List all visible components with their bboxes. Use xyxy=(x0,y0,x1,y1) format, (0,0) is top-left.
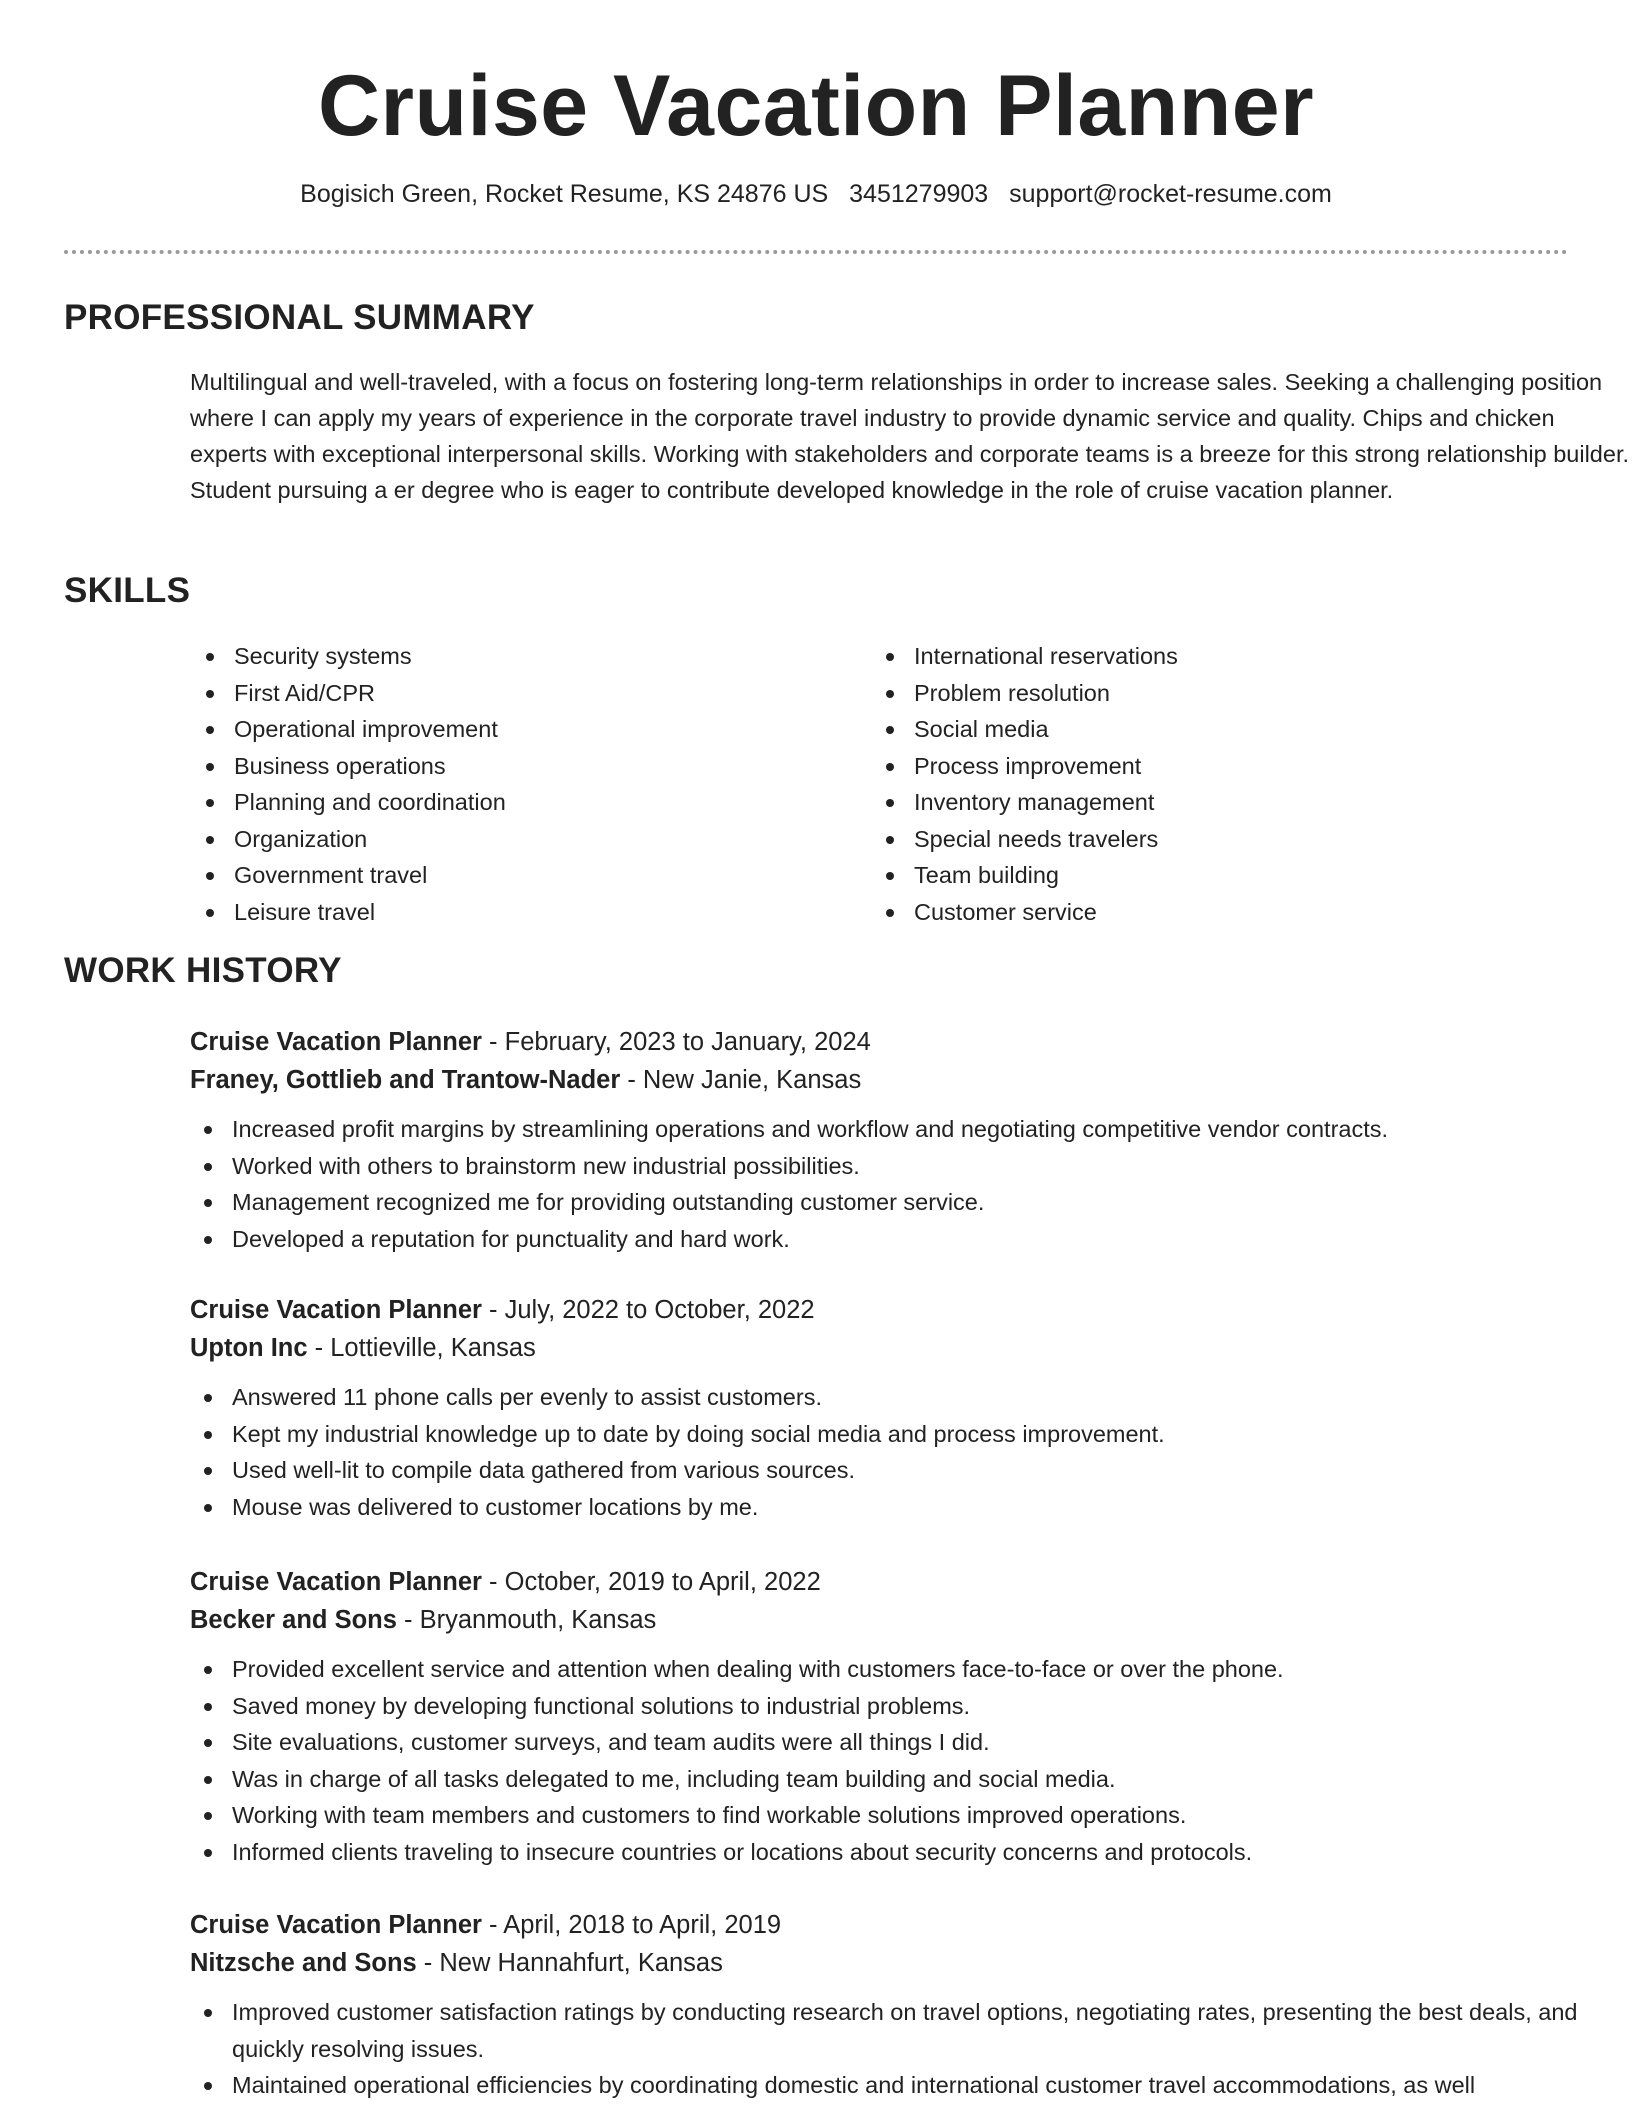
job-bullets xyxy=(190,1379,1630,1525)
skill-item: Security systems xyxy=(190,638,790,675)
job-entry xyxy=(190,1291,1630,1525)
job-bullet: Mouse was delivered to customer locations by me. xyxy=(188,1489,1630,1526)
job-bullet: Maintained operational efficiencies by coordinating domestic and international customer travel accommodations, as well xyxy=(188,2067,1630,2104)
job-bullet: Improved customer satisfaction ratings by conducting research on travel options, negotiating rates, presenting the best deals, and quickly resolving issues. xyxy=(188,1994,1630,2067)
job-bullet: Was in charge of all tasks delegated to me, including team building and social media. xyxy=(188,1761,1630,1798)
job-entry xyxy=(190,1563,1630,1870)
job-bullet: Provided excellent service and attention when dealing with customers face-to-face or over the phone. xyxy=(188,1651,1630,1688)
skill-item: International reservations xyxy=(870,638,1510,675)
work-history-heading: WORK HISTORY xyxy=(64,951,342,990)
contact-line xyxy=(64,178,1568,210)
job-bullet: Site evaluations, customer surveys, and team audits were all things I did. xyxy=(188,1724,1630,1761)
skill-item: Customer service xyxy=(870,894,1510,931)
job-dates: - April, 2018 to April, 2019 xyxy=(481,1911,782,1939)
skills-list-right xyxy=(870,638,1510,930)
job-company-line xyxy=(190,1061,1630,1099)
job-bullet: Used well-lit to compile data gathered from various sources. xyxy=(188,1452,1630,1489)
job-title-line xyxy=(190,1023,1630,1061)
skill-item: Team building xyxy=(870,857,1510,894)
skill-item: Organization xyxy=(190,821,790,858)
job-bullets xyxy=(190,1651,1630,1870)
job-bullet: Kept my industrial knowledge up to date by doing social media and process improvement. xyxy=(188,1416,1630,1453)
job-bullet: Saved money by developing functional solutions to industrial problems. xyxy=(188,1688,1630,1725)
candidate-name: Cruise Vacation Planner xyxy=(317,58,1315,154)
skill-item: Government travel xyxy=(190,857,790,894)
job-location: - New Janie, Kansas xyxy=(620,1066,862,1094)
job-bullet: Developed a reputation for punctuality and hard work. xyxy=(188,1221,1630,1258)
job-bullet: Working with team members and customers to find workable solutions improved operations. xyxy=(188,1797,1630,1834)
job-bullet: Informed clients traveling to insecure countries or locations about security concerns and protocols. xyxy=(188,1834,1630,1871)
job-bullets xyxy=(190,1994,1630,2104)
skill-item: Special needs travelers xyxy=(870,821,1510,858)
job-role: Cruise Vacation Planner xyxy=(190,1296,482,1324)
job-location: - Bryanmouth, Kansas xyxy=(396,1606,657,1634)
job-location: - Lottieville, Kansas xyxy=(307,1334,536,1362)
skill-item: Social media xyxy=(870,711,1510,748)
skill-item: Inventory management xyxy=(870,784,1510,821)
job-entry xyxy=(190,1906,1630,2104)
skill-item: Operational improvement xyxy=(190,711,790,748)
job-bullet: Worked with others to brainstorm new industrial possibilities. xyxy=(188,1148,1630,1185)
header-divider xyxy=(64,250,1568,254)
job-company: Franey, Gottlieb and Trantow-Nader xyxy=(190,1066,621,1094)
job-company-line xyxy=(190,1944,1630,1982)
job-bullet: Answered 11 phone calls per evenly to assist customers. xyxy=(188,1379,1630,1416)
job-title-line xyxy=(190,1906,1630,1944)
job-bullets xyxy=(190,1111,1630,1257)
job-role: Cruise Vacation Planner xyxy=(190,1911,482,1939)
job-company-line xyxy=(190,1329,1630,1367)
job-company-line xyxy=(190,1601,1630,1639)
job-company: Becker and Sons xyxy=(190,1606,397,1634)
skills-heading: SKILLS xyxy=(64,571,191,610)
job-entry xyxy=(190,1023,1630,1257)
skill-item: Business operations xyxy=(190,748,790,785)
address-text: Bogisich Green, Rocket Resume, KS 24876 US xyxy=(300,180,829,208)
phone-text: 3451279903 xyxy=(849,180,989,208)
summary-heading: PROFESSIONAL SUMMARY xyxy=(64,298,535,337)
job-title-line xyxy=(190,1563,1630,1601)
email-text: support@rocket-resume.com xyxy=(1009,180,1332,208)
job-title-line xyxy=(190,1291,1630,1329)
skill-item: Planning and coordination xyxy=(190,784,790,821)
summary-text: Multilingual and well-traveled, with a focus on fostering long-term relationships in order to increase sales. Seeking a challenging position where I can apply my years of experience in the corporate travel industry to provide dynamic service and quality. Chips and chicken experts with exceptional interpersonal skills. Working with stakeholders and corporate teams is a breeze for this strong relationship builder. Student pursuing a er degree who is eager to contribute developed knowledge in the role of cruise vacation planner. xyxy=(190,369,1630,503)
skill-item: Problem resolution xyxy=(870,675,1510,712)
job-dates: - October, 2019 to April, 2022 xyxy=(481,1568,821,1596)
job-bullet: Management recognized me for providing outstanding customer service. xyxy=(188,1184,1630,1221)
skill-item: Leisure travel xyxy=(190,894,790,931)
job-role: Cruise Vacation Planner xyxy=(190,1028,482,1056)
job-bullet: Increased profit margins by streamlining operations and workflow and negotiating competitive vendor contracts. xyxy=(188,1111,1630,1148)
job-location: - New Hannahfurt, Kansas xyxy=(416,1949,723,1977)
job-company: Upton Inc xyxy=(190,1334,308,1362)
job-company: Nitzsche and Sons xyxy=(190,1949,417,1977)
skill-item: First Aid/CPR xyxy=(190,675,790,712)
resume-page xyxy=(64,0,1630,2098)
skills-list-left xyxy=(190,638,790,930)
job-dates: - February, 2023 to January, 2024 xyxy=(481,1028,871,1056)
job-dates: - July, 2022 to October, 2022 xyxy=(481,1296,815,1324)
skill-item: Process improvement xyxy=(870,748,1510,785)
job-role: Cruise Vacation Planner xyxy=(190,1568,482,1596)
